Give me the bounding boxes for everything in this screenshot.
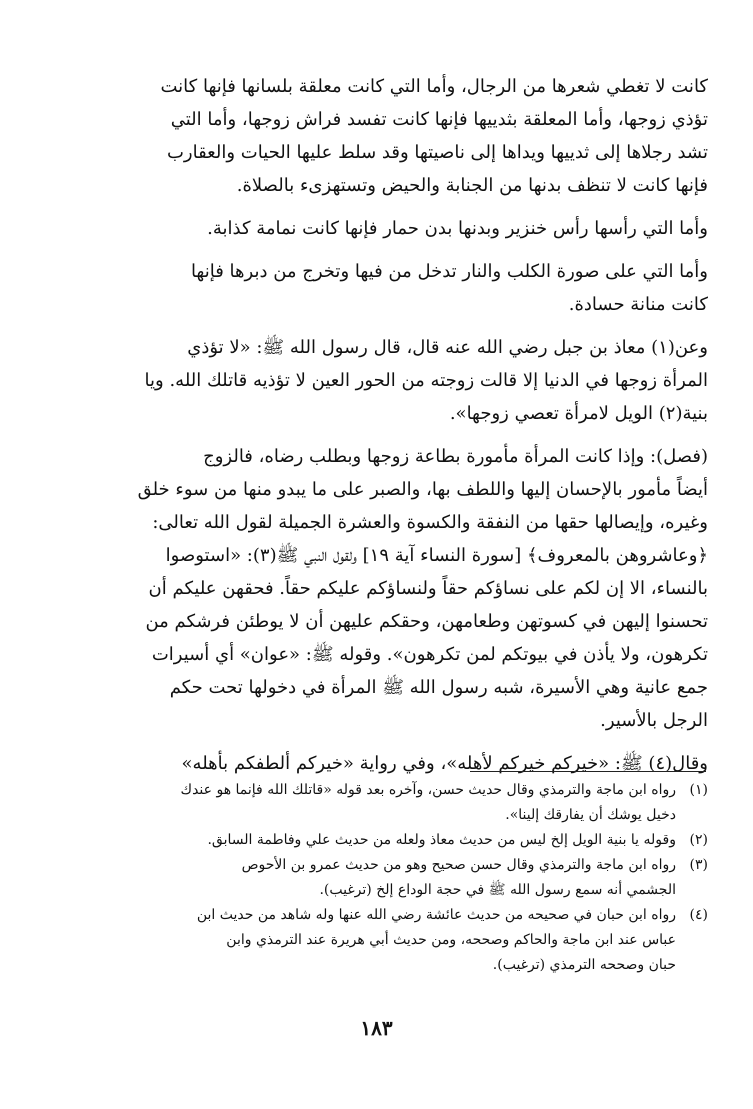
main-text — [98, 70, 708, 780]
footnote-text — [98, 778, 676, 828]
paragraph — [98, 331, 708, 430]
text-line: كانت منانة حسادة. — [568, 294, 708, 315]
text-line: أيضاً مأمور بالإحسان إليها واللطف بها، والصبر على ما يبدو منها من سوء خلق — [137, 479, 708, 500]
text-line: فإنها كانت لا تنظف بدنها من الجنابة والحيض وتستهزىء بالصلاة. — [236, 175, 708, 196]
text-line: جمع عانية وهي الأسيرة، شبه رسول الله ﷺ المرأة في دخولها تحت حكم — [169, 677, 708, 698]
text-line: تحسنوا إليهن في كسوتهن وطعامهن، وحقكم عليهن أن لا يوطئن فرشكم من — [145, 611, 708, 632]
footnote-number: (٣) — [689, 857, 708, 873]
footnote-line: حبان وصححه الترمذي (ترغيب). — [492, 957, 676, 973]
text-line: ﴿وعاشروهن بالمعروف﴾ [سورة النساء آية ١٩] ولقول النبي ﷺ(٣): «استوصوا — [165, 545, 708, 566]
paragraph — [98, 255, 708, 321]
text-line: بالنساء، الا إن لكم على نساؤكم حقاً ولنساؤكم عليكم حقاً. فحقهن عليكم أن — [148, 578, 708, 599]
text-line: كانت لا تغطي شعرها من الرجال، وأما التي كانت معلقة بلسانها فإنها كانت — [160, 76, 708, 97]
text-line: الرجل بالأسير. — [600, 710, 708, 731]
footnote — [98, 778, 708, 828]
paragraph — [98, 747, 708, 780]
footnote-line: الجشمي أنه سمع رسول الله ﷺ في حجة الوداع إلخ (ترغيب). — [319, 882, 676, 898]
text-line: وعن(١) معاذ بن جبل رضي الله عنه قال، قال رسول الله ﷺ: «لا تؤذي — [187, 337, 708, 358]
text-line: وغيره، وإيصالها حقها من النفقة والكسوة والعشرة الجميلة لقول الله تعالى: — [152, 512, 708, 533]
footnote — [98, 903, 708, 978]
footnote-text — [98, 853, 676, 903]
text-line: بنية(٢) الويل لامرأة تعصي زوجها». — [449, 403, 708, 424]
footnote — [98, 853, 708, 903]
text-line: وقال(٤) ﷺ: «خيركم خيركم لأهله»، وفي رواية «خيركم ألطفكم بأهله» — [181, 753, 708, 774]
text-line: (فصل): وإذا كانت المرأة مأمورة بطاعة زوجها وبطلب رضاه، فالزوج — [203, 446, 708, 467]
paragraph — [98, 70, 708, 202]
text-line: وأما التي رأسها رأس خنزير وبدنها بدن حمار فإنها كانت نمامة كذابة. — [207, 218, 708, 239]
footnote-line: رواه ابن ماجة والترمذي وقال حديث حسن، وآخره بعد قوله «قاتلك الله فإنما هو عندك — [180, 782, 676, 798]
text-line: وأما التي على صورة الكلب والنار تدخل من فيها وتخرج من دبرها فإنها — [190, 261, 708, 282]
footnote-line: دخيل يوشك أن يفارقك إلينا». — [505, 807, 676, 823]
footnote-line: عباس عند ابن ماجة والحاكم وصححه، ومن حديث أبي هريرة عند الترمذي وابن — [226, 932, 676, 948]
footnote — [98, 828, 708, 853]
text-line: المرأة زوجها في الدنيا إلا قالت زوجته من الحور العين لا تؤذيه قاتلك الله. ويا — [144, 370, 708, 391]
footnote-line: وقوله يا بنية الويل إلخ ليس من حديث معاذ ولعله من حديث علي وفاطمة السابق. — [207, 832, 676, 848]
text-line: تؤذي زوجها، وأما المعلقة بثدييها فإنها كانت تفسد فراش زوجها، وأما التي — [170, 109, 708, 130]
footnote-number: (٢) — [689, 832, 708, 848]
text-line: تشد رجلاها إلى ثدييها ويداها إلى ناصيتها وقد سلط عليها الحيات والعقارب — [166, 142, 708, 163]
footnote-number: (١) — [689, 782, 708, 798]
paragraph — [98, 212, 708, 245]
footnote-line: رواه ابن حبان في صحيحه من حديث عائشة رضي الله عنها وله شاهد من حديث ابن — [196, 907, 676, 923]
footnote-text — [98, 828, 676, 853]
footnote-number: (٤) — [689, 907, 708, 923]
footnote-line: رواه ابن ماجة والترمذي وقال حسن صحيح وهو من حديث عمرو بن الأحوص — [241, 857, 676, 873]
footnote-divider — [470, 771, 706, 772]
paragraph — [98, 440, 708, 737]
page-number: ١٨٣ — [360, 1016, 393, 1040]
footnotes — [98, 778, 708, 978]
text-line: تكرهون، ولا يأذن في بيوتكم لمن تكرهون». وقوله ﷺ: «عوان» أي أسيرات — [151, 644, 708, 665]
footnote-text — [98, 903, 676, 978]
